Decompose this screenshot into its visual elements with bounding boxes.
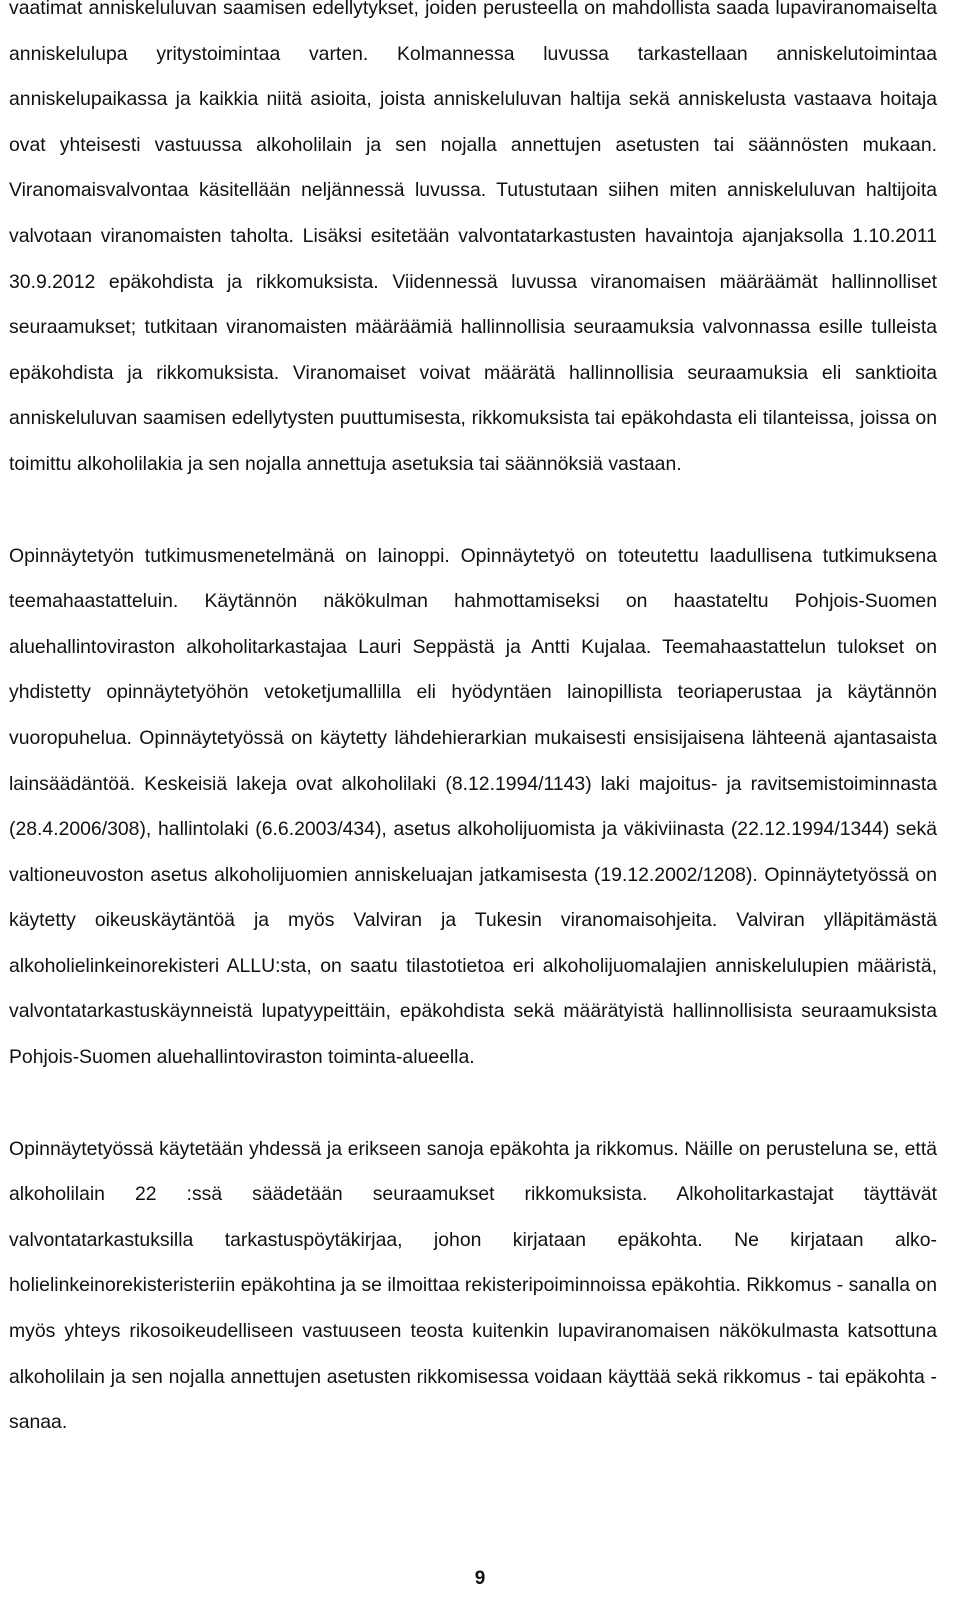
body-paragraph-3: Opinnäytetyössä käytetään yhdessä ja erikseen sanoja epäkohta ja rikkomus. Näille on perusteluna se, että alkoholilain 22 :ssä säädetään seuraamukset rikkomuksista. Alkoholitarkastajat täyttävät valvontatarkastuksilla tarkastuspöytäkirjaa, johon kirjataan epäkohta. Ne kirjataan alkoholielinkeinorekisteristeriin epäkohtina ja se ilmoittaa rekisteripoiminnoissa epäkohtia. Rikkomus - sanalla on myös yhteys rikosoikeudelliseen vastuuseen teosta kuitenkin lupaviranomaisen näkökulmasta katsottuna alkoholilain ja sen nojalla annettujen asetusten rikkomisessa voidaan käyttää sekä rikkomus - tai epäkohta -sanaa.	[9, 1137, 937, 1434]
body-paragraph-2: Opinnäytetyön tutkimusmenetelmänä on lainoppi. Opinnäytetyö on toteutettu laadullisena tutkimuksena teemahaastatteluin. Käytännön näkökulman hahmottamiseksi on haastateltu Pohjois-Suomen aluehallintoviraston alkoholitarkastajaa Lauri Seppästä ja Antti Kujalaa. Teemahaastattelun tulokset on yhdistetty opinnäytetyöhön vetoketjumallilla eli hyödyntäen lainopillista teoriaperustaa ja käytännön vuoropuhelua. Opinnäytetyössä on käytetty lähdehierarkian mukaisesti ensisijaisena lähteenä ajantasaista lainsäädäntöä. Keskeisiä lakeja ovat alkoholilaki (8.12.1994/1143) laki majoitus- ja ravitsemistoiminnasta (28.4.2006/308), hallintolaki (6.6.2003/434), asetus alkoholijuomista ja väkiviinasta (22.12.1994/1344) sekä valtioneuvoston asetus alkoholijuomien anniskeluajan jatkamisesta (19.12.2002/1208). Opinnäytetyössä on käytetty oikeuskäytäntöä ja myös Valviran ja Tukesin viranomaisohjeita. Valviran ylläpitämästä alkoholielinkeinorekisteri ALLU:sta, on saatu tilastotietoa eri alkoholijuomalajien anniskelulupien määristä, valvontatarkastuskäynneistä lupatyypeittäin, epäkohdista sekä määrätyistä hallinnollisista seuraamuksista Pohjois-Suomen aluehallintoviraston toiminta-alueella.	[9, 544, 937, 1069]
body-paragraph-1: vaatimat anniskeluluvan saamisen edellytykset, joiden perusteella on mahdollista saada lupaviranomaiselta anniskelulupa yritystoimintaa varten. Kolmannessa luvussa tarkastellaan anniskelutoimintaa anniskelupaikassa ja kaikkia niitä asioita, joista anniskeluluvan haltija sekä anniskelusta vastaava hoitaja ovat yhteisesti vastuussa alkoholilain ja sen nojalla annettujen asetusten tai säännösten mukaan. Viranomaisvalvontaa käsitellään neljännessä luvussa. Tutustutaan siihen miten anniskeluluvan haltijoita valvotaan viranomaisten taholta. Lisäksi esitetään valvontatarkastusten havaintoja ajanjaksolla 1.10.2011 30.9.2012 epäkohdista ja rikkomuksista. Viidennessä luvussa viranomaisen määräämät hallinnolliset seuraamukset; tutkitaan viranomaisten määräämiä hallinnollisia seuraamuksia valvonnassa esille tulleista epäkohdista ja rikkomuksista. Viranomaiset voivat määrätä hallinnollisia seuraamuksia eli sanktioita anniskeluluvan saamisen edellytysten puuttumisesta, rikkomuksista tai epäkohdasta eli tilanteissa, joissa on toimittu alkoholilakia ja sen nojalla annettuja asetuksia tai säännöksiä vastaan.	[9, 0, 937, 475]
page-number: 9	[474, 1568, 486, 1589]
document-page	[9, 0, 937, 1446]
